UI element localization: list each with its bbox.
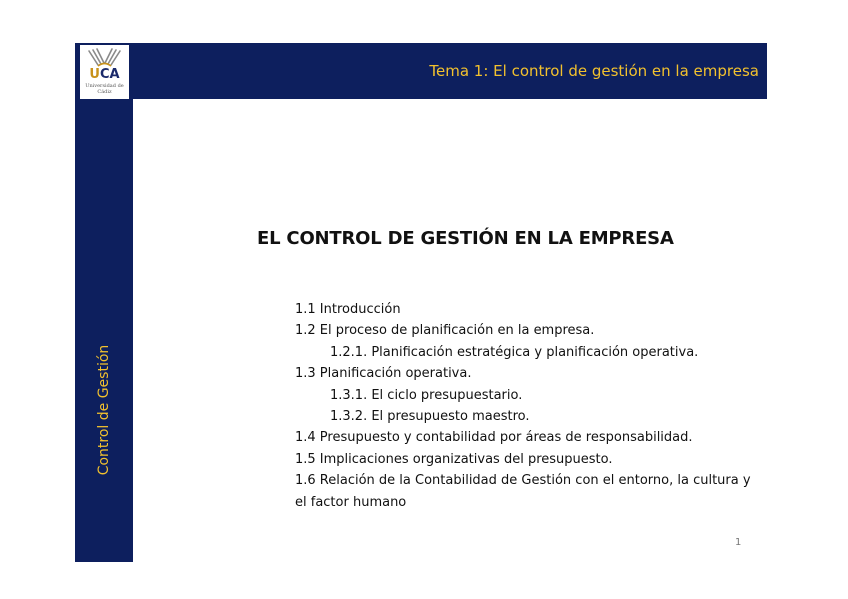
toc-item: 1.4 Presupuesto y contabilidad por áreas de responsabilidad. bbox=[295, 430, 693, 446]
uca-crest-icon bbox=[86, 47, 123, 69]
toc-item: 1.3 Planificación operativa. bbox=[295, 366, 472, 382]
sidebar-band bbox=[75, 43, 133, 562]
sidebar-label: Control de Gestión bbox=[96, 344, 112, 476]
logo-wordmark: UCA bbox=[89, 67, 120, 82]
toc-item: 1.5 Implicaciones organizativas del presupuesto. bbox=[295, 451, 613, 467]
university-logo bbox=[80, 45, 129, 99]
page-title: EL CONTROL DE GESTIÓN EN LA EMPRESA bbox=[257, 228, 674, 249]
toc-subitem: 1.2.1. Planificación estratégica y planificación operativa. bbox=[330, 344, 699, 360]
logo-subtitle: Universidad de Cádiz bbox=[85, 83, 124, 95]
page-number: 1 bbox=[735, 537, 742, 548]
toc-subitem: 1.3.2. El presupuesto maestro. bbox=[330, 409, 530, 425]
toc-item: 1.6 Relación de la Contabilidad de Gestión con el entorno, la cultura y el factor humano bbox=[295, 473, 751, 510]
table-of-contents bbox=[295, 299, 755, 513]
toc-item: 1.2 El proceso de planificación en la empresa. bbox=[295, 323, 595, 339]
header-title: Tema 1: El control de gestión en la empresa bbox=[429, 62, 759, 80]
toc-item: 1.1 Introducción bbox=[295, 302, 401, 317]
header-bar bbox=[133, 43, 767, 99]
toc-subitem: 1.3.1. El ciclo presupuestario. bbox=[330, 387, 523, 403]
